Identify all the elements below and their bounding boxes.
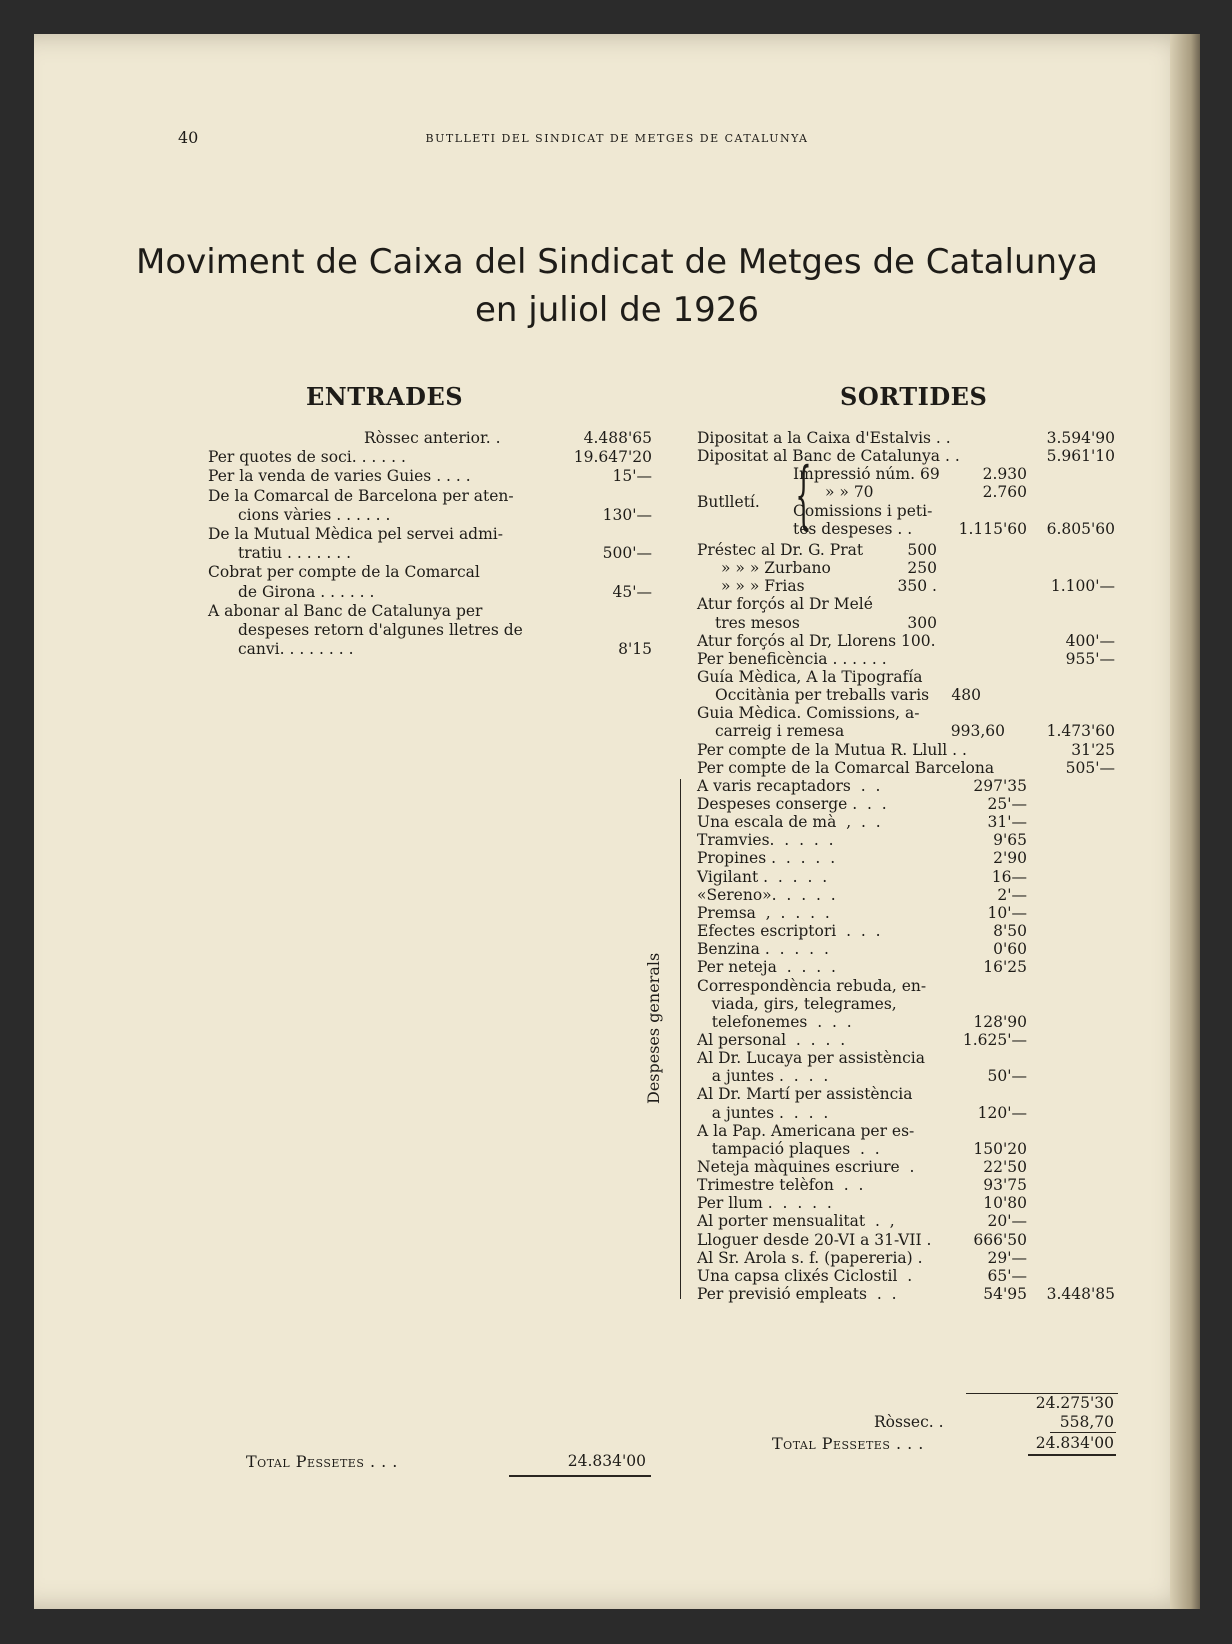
despesa-label: Neteja màquines escriure . bbox=[697, 1158, 915, 1176]
sortides-mid-row bbox=[697, 668, 1115, 687]
entrades-row-amount: 8'15 bbox=[618, 640, 652, 659]
despesa-row bbox=[697, 831, 1115, 850]
sortides-mid-row-total: 400'— bbox=[1065, 631, 1115, 650]
entrades-row-amount: 500'— bbox=[602, 544, 652, 563]
despesa-row bbox=[697, 958, 1115, 977]
prestec-row-amount: 500 bbox=[907, 540, 937, 559]
sortides-mid-row-label: Occitània per treballs varis bbox=[715, 686, 930, 705]
title-line-1: Moviment de Caixa del Sindicat de Metges de Catalunya bbox=[135, 242, 1098, 282]
despesa-label: tampació plaques . . bbox=[697, 1139, 880, 1158]
entrades-total-amount: 24.834'00 bbox=[567, 1452, 646, 1470]
entrades-row bbox=[208, 525, 652, 544]
despesa-amount: 25'— bbox=[987, 795, 1027, 813]
prestec-row-label: » » » Frias bbox=[721, 577, 805, 596]
entrades-row bbox=[208, 487, 652, 506]
despesa-row bbox=[697, 1231, 1115, 1250]
sortides-mid-row-label: Per compte de la Comarcal Barcelona bbox=[697, 758, 995, 777]
entrades-total-label: Total Pessetes . . . bbox=[246, 1452, 398, 1471]
despesa-amount: 9'65 bbox=[993, 831, 1027, 850]
entrades-row-label: Per quotes de soci. . . . . . bbox=[208, 448, 406, 467]
despesa-label: a juntes . . . . bbox=[697, 1103, 829, 1122]
entrades-total-row bbox=[246, 1452, 646, 1471]
despesa-label: Per neteja . . . . bbox=[697, 958, 836, 977]
butlleti-total: 6.805'60 bbox=[1046, 519, 1115, 538]
prestec-row bbox=[697, 559, 1115, 578]
despesa-amount: 31'— bbox=[987, 813, 1027, 832]
entrades-row-label: Cobrat per compte de la Comarcal bbox=[208, 563, 480, 582]
despesa-row bbox=[697, 1140, 1115, 1159]
despesa-amount: 0'60 bbox=[993, 940, 1027, 959]
despesa-row bbox=[697, 940, 1115, 959]
sortides-mid-row bbox=[697, 722, 1115, 741]
despesa-row bbox=[697, 1285, 1115, 1304]
sortides-mid-row bbox=[697, 704, 1115, 723]
despesa-label: telefonemes . . . bbox=[697, 1012, 852, 1031]
despesa-row bbox=[697, 1158, 1115, 1177]
despesa-label: A varis recaptadors . . bbox=[697, 776, 881, 795]
sortides-mid-row-total: 505'— bbox=[1065, 758, 1115, 777]
running-header bbox=[34, 128, 1200, 152]
despesa-row bbox=[697, 868, 1115, 887]
entrades-row-label: canvi. . . . . . . . bbox=[238, 640, 354, 659]
rossec-row bbox=[874, 1413, 1114, 1432]
despesa-label: A la Pap. Americana per es- bbox=[697, 1121, 915, 1140]
sortides-mid-row bbox=[697, 595, 1115, 614]
despesa-row bbox=[697, 995, 1115, 1014]
book-page bbox=[34, 34, 1200, 1609]
despesa-row bbox=[697, 1212, 1115, 1231]
sortides-top-row-label: Dipositat a la Caixa d'Estalvis . . bbox=[697, 429, 951, 447]
entrades-row-amount: 45'— bbox=[612, 582, 652, 601]
despesa-label: Benzina . . . . . bbox=[697, 940, 829, 959]
despesa-amount: 666'50 bbox=[973, 1230, 1027, 1249]
despeses-generals-label: Despeses generals bbox=[644, 952, 663, 1104]
despesa-row bbox=[697, 1049, 1115, 1068]
despesa-amount: 54'95 bbox=[983, 1285, 1027, 1304]
sortides-subtotal: 24.275'30 bbox=[1035, 1394, 1114, 1412]
despesa-amount: 10'— bbox=[987, 903, 1027, 922]
butlleti-item bbox=[697, 465, 1115, 484]
despesa-label: Vigilant . . . . . bbox=[697, 867, 828, 886]
entrades-row-label: Per la venda de varies Guies . . . . bbox=[208, 467, 471, 486]
despesa-label: Una escala de mà , . . bbox=[697, 813, 881, 832]
entrades-row bbox=[208, 544, 652, 563]
despesa-row bbox=[697, 1013, 1115, 1032]
sortides-mid-row-label: Per compte de la Mutua R. Llull . . bbox=[697, 740, 967, 759]
despesa-label: Propines . . . . . bbox=[697, 849, 836, 868]
despesa-label: Lloguer desde 20-VI a 31-VII . bbox=[697, 1230, 932, 1249]
despesa-amount: 29'— bbox=[987, 1248, 1027, 1267]
running-title: BUTLLETI DEL SINDICAT DE METGES DE CATALUNYA bbox=[425, 132, 809, 145]
entrades-row bbox=[208, 621, 652, 640]
despesa-label: Al Dr. Martí per assistència bbox=[697, 1085, 913, 1104]
sortides-mid-row bbox=[697, 632, 1115, 651]
entrades-row-label: cions vàries . . . . . . bbox=[238, 505, 391, 524]
prestec-row bbox=[697, 577, 1115, 596]
despesa-amount: 50'— bbox=[987, 1067, 1027, 1086]
butlleti-item-amount: 2.760 bbox=[982, 483, 1027, 502]
butlleti-label: Butlletí. bbox=[697, 492, 760, 511]
sortides-mid-row-amount: 993,60 bbox=[950, 722, 1005, 741]
prestec-row-amount: 350 . bbox=[897, 577, 937, 596]
despesa-label: Per previsió empleats . . bbox=[697, 1285, 897, 1304]
sortides-mid-row-total: 1.473'60 bbox=[1046, 722, 1115, 741]
sortides-mid-row-label: Per beneficència . . . . . . bbox=[697, 649, 887, 668]
despesa-row bbox=[697, 1176, 1115, 1195]
despesa-label: Premsa , . . . . bbox=[697, 903, 830, 922]
despesa-row bbox=[697, 1249, 1115, 1268]
despesa-row bbox=[697, 777, 1115, 796]
despesa-row bbox=[697, 1122, 1115, 1141]
despesa-amount: 1.625'— bbox=[962, 1030, 1027, 1049]
sortides-mid-row-amount: 300 bbox=[907, 613, 937, 632]
sortides-total-amount: 24.834'00 bbox=[1035, 1434, 1114, 1452]
butlleti-item-label: » » 70 bbox=[825, 483, 874, 502]
despeses-brace-line bbox=[680, 779, 681, 1299]
despesa-label: «Sereno». . . . . bbox=[697, 885, 836, 904]
butlleti-item-amount: 1.115'60 bbox=[958, 519, 1027, 538]
despesa-label: Correspondència rebuda, en- bbox=[697, 976, 927, 995]
entrades-row-label: Ròssec anterior. . bbox=[364, 429, 501, 447]
entrades-row bbox=[208, 602, 652, 621]
entrades-row-label: De la Mutual Mèdica pel servei admi- bbox=[208, 525, 503, 543]
despesa-row bbox=[697, 1031, 1115, 1050]
sortides-top-row-total: 3.594'90 bbox=[1046, 429, 1115, 447]
despesa-label: Tramvies. . . . . bbox=[697, 831, 834, 850]
entrades-row-label: De la Comarcal de Barcelona per aten- bbox=[208, 486, 514, 505]
despesa-row bbox=[697, 1104, 1115, 1123]
sortides-top-row bbox=[697, 447, 1115, 466]
sortides-heading: SORTIDES bbox=[840, 382, 988, 411]
despesa-amount: 16— bbox=[991, 867, 1027, 886]
sortides-total-label: Total Pessetes . . . bbox=[772, 1434, 924, 1453]
despesa-row bbox=[697, 813, 1115, 832]
entrades-heading: ENTRADES bbox=[306, 382, 464, 411]
despesa-row bbox=[697, 1085, 1115, 1104]
despesa-row bbox=[697, 795, 1115, 814]
entrades-row bbox=[208, 640, 652, 659]
despesa-label: Al personal . . . . bbox=[697, 1030, 846, 1049]
entrades-row bbox=[208, 448, 652, 467]
butlleti-brace: { bbox=[795, 452, 812, 538]
despesa-amount: 20'— bbox=[987, 1212, 1027, 1231]
despesa-row bbox=[697, 886, 1115, 905]
despesa-amount: 120'— bbox=[977, 1103, 1027, 1122]
sortides-mid-row bbox=[697, 759, 1115, 778]
despesa-label: Per llum . . . . . bbox=[697, 1194, 832, 1213]
despesa-row bbox=[697, 1194, 1115, 1213]
despesa-row bbox=[697, 1267, 1115, 1286]
prestec-row-amount: 250 bbox=[907, 559, 937, 578]
entrades-row bbox=[208, 467, 652, 486]
despesa-amount: 297'35 bbox=[973, 776, 1027, 795]
despesa-amount: 128'90 bbox=[973, 1012, 1027, 1031]
entrades-row bbox=[208, 563, 652, 582]
despeses-total: 3.448'85 bbox=[1046, 1285, 1115, 1304]
butlleti-item-amount: 2.930 bbox=[982, 465, 1027, 484]
despesa-label: Al Sr. Arola s. f. (papereria) . bbox=[697, 1248, 923, 1267]
entrades-row-amount: 19.647'20 bbox=[573, 448, 652, 467]
sortides-mid-row bbox=[697, 650, 1115, 669]
despesa-amount: 16'25 bbox=[983, 958, 1027, 977]
despesa-amount: 2'90 bbox=[993, 849, 1027, 868]
despesa-amount: 10'80 bbox=[983, 1194, 1027, 1213]
page-number: 40 bbox=[178, 128, 199, 147]
butlleti-item-label: Impressió núm. 69 bbox=[793, 465, 940, 484]
page-title bbox=[34, 238, 1200, 334]
sortides-mid-row-label: tres mesos bbox=[715, 613, 800, 632]
despesa-label: Una capsa clixés Ciclostil . bbox=[697, 1266, 913, 1285]
butlleti-item bbox=[697, 520, 1115, 539]
sortides-mid-row bbox=[697, 686, 1115, 705]
despesa-label: a juntes . . . . bbox=[697, 1067, 829, 1086]
rossec-rule bbox=[1050, 1432, 1116, 1433]
rossec-amount: 558,70 bbox=[1059, 1413, 1114, 1431]
despesa-label: Al porter mensualitat . , bbox=[697, 1212, 895, 1231]
despesa-label: viada, girs, telegrames, bbox=[697, 994, 897, 1013]
sortides-mid-row bbox=[697, 741, 1115, 760]
despesa-row bbox=[697, 849, 1115, 868]
despesa-amount: 150'20 bbox=[973, 1139, 1027, 1158]
despesa-row bbox=[697, 1067, 1115, 1086]
entrades-row bbox=[208, 506, 652, 525]
butlleti-item-label: Comissions i peti- bbox=[793, 501, 933, 520]
prestec-row-label: Préstec al Dr. G. Prat bbox=[697, 540, 864, 559]
sortides-top-row-total: 5.961'10 bbox=[1046, 447, 1115, 466]
sortides-total-rule bbox=[1028, 1454, 1116, 1456]
entrades-row bbox=[208, 583, 652, 602]
despesa-label: Al Dr. Lucaya per assistència bbox=[697, 1049, 925, 1068]
entrades-row bbox=[208, 429, 652, 448]
sortides-mid-row-amount: 480 bbox=[951, 686, 981, 705]
prestec-row-label: » » » Zurbano bbox=[721, 559, 831, 578]
despesa-label: Efectes escriptori . . . bbox=[697, 922, 881, 941]
sortides-top-row bbox=[697, 429, 1115, 448]
sortides-total-row bbox=[772, 1434, 1114, 1453]
despesa-amount: 22'50 bbox=[983, 1158, 1027, 1176]
sortides-mid-row-label: carreig i remesa bbox=[715, 722, 845, 741]
despesa-amount: 2'— bbox=[997, 885, 1027, 904]
despesa-row bbox=[697, 977, 1115, 996]
sortides-mid-row-label: Guía Mèdica, A la Tipografía bbox=[697, 667, 923, 686]
despesa-label: Trimestre telèfon . . bbox=[697, 1176, 864, 1195]
despesa-amount: 93'75 bbox=[983, 1176, 1027, 1195]
entrades-row-label: de Girona . . . . . . bbox=[238, 582, 375, 601]
entrades-row-label: tratiu . . . . . . . bbox=[238, 544, 352, 563]
sortides-mid-row-label: Atur forçós al Dr, Llorens 100. bbox=[697, 631, 936, 650]
entrades-total-rule bbox=[509, 1475, 651, 1477]
sortides-top-row-label: Dipositat al Banc de Catalunya . . bbox=[697, 447, 960, 466]
prestec-row-total: 1.100'— bbox=[1050, 577, 1115, 596]
entrades-row-label: despeses retorn d'algunes lletres de bbox=[238, 621, 523, 639]
sortides-mid-row-label: Atur forçós al Dr Melé bbox=[697, 595, 873, 614]
despesa-amount: 8'50 bbox=[993, 922, 1027, 941]
prestec-row bbox=[697, 541, 1115, 560]
sortides-mid-row-total: 955'— bbox=[1065, 649, 1115, 668]
entrades-row-label: A abonar al Banc de Catalunya per bbox=[208, 601, 483, 620]
sortides-mid-row bbox=[697, 614, 1115, 633]
despesa-label: Despeses conserge . . . bbox=[697, 795, 887, 813]
entrades-row-amount: 130'— bbox=[602, 505, 652, 524]
butlleti-label-row bbox=[697, 493, 787, 512]
despesa-row bbox=[697, 904, 1115, 923]
sortides-mid-row-total: 31'25 bbox=[1071, 740, 1115, 759]
entrades-row-amount: 15'— bbox=[612, 467, 652, 486]
title-line-2: en juliol de 1926 bbox=[474, 290, 760, 330]
sortides-mid-row-label: Guia Mèdica. Comissions, a- bbox=[697, 704, 920, 723]
despesa-amount: 65'— bbox=[987, 1266, 1027, 1285]
rossec-label: Ròssec. . bbox=[874, 1413, 944, 1431]
despesa-row bbox=[697, 922, 1115, 941]
butlleti-item-label: tes despeses . . bbox=[793, 519, 913, 538]
entrades-row-amount: 4.488'65 bbox=[583, 429, 652, 447]
